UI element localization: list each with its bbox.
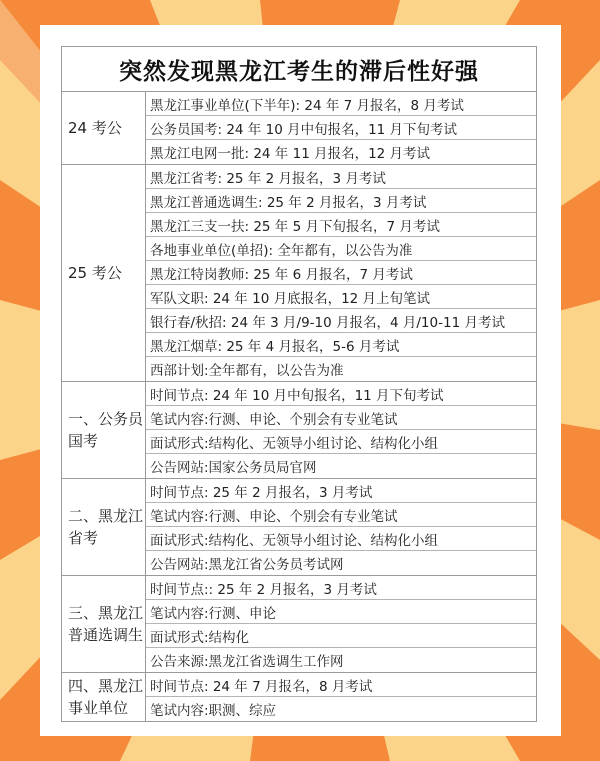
table-row: 黑龙江普通选调生: 25 年 2 月报名，3 月考试 [146, 189, 536, 213]
table-group [62, 165, 536, 382]
table-row: 军队文职: 24 年 10 月底报名，12 月上旬笔试 [146, 285, 536, 309]
group-rows [146, 673, 536, 721]
table-row: 黑龙江特岗教师: 25 年 6 月报名，7 月考试 [146, 261, 536, 285]
table-row: 黑龙江电网一批: 24 年 11 月报名，12 月考试 [150, 146, 431, 162]
table-row: 笔试内容:行测、申论 [146, 600, 536, 624]
group-rows [146, 576, 536, 672]
table-row: 面试形式:结构化、无领导小组讨论、结构化小组 [146, 430, 536, 454]
group-label: 三、黑龙江普通选调生 [62, 576, 146, 672]
table-row: 时间节点: 24 年 7 月报名，8 月考试 [146, 673, 536, 697]
table-row: 各地事业单位(单招): 全年都有，以公告为准 [146, 237, 536, 261]
group-rows [146, 92, 536, 164]
table-row: 黑龙江事业单位(下半年): 24 年 7 月报名，8 月考试 [146, 92, 536, 116]
group-label: 25 考公 [62, 165, 146, 381]
table-row: 公告来源:黑龙江省选调生工作网 [150, 654, 344, 670]
table-row: 时间节点: 25 年 2 月报名，3 月考试 [146, 479, 536, 503]
group-label: 一、公务员国考 [62, 382, 146, 478]
table-row: 面试形式:结构化、无领导小组讨论、结构化小组 [146, 527, 536, 551]
table-row: 公告网站:黑龙江省公务员考试网 [150, 557, 344, 573]
group-rows [146, 382, 536, 478]
table-row: 笔试内容:行测、申论、个别会有专业笔试 [146, 406, 536, 430]
table-row: 面试形式:结构化 [146, 624, 536, 648]
table-group [62, 479, 536, 576]
table-group [62, 92, 536, 165]
table-row: 黑龙江三支一扶: 25 年 5 月下旬报名，7 月考试 [146, 213, 536, 237]
table-row: 黑龙江烟草: 25 年 4 月报名，5-6 月考试 [146, 333, 536, 357]
table-row: 时间节点:: 25 年 2 月报名，3 月考试 [146, 576, 536, 600]
info-table [61, 46, 537, 722]
table-row: 时间节点: 24 年 10 月中旬报名，11 月下旬考试 [146, 382, 536, 406]
group-rows [146, 165, 536, 381]
table-row: 银行春/秋招: 24 年 3 月/9-10 月报名，4 月/10-11 月考试 [146, 309, 536, 333]
table-row: 笔试内容:行测、申论、个别会有专业笔试 [146, 503, 536, 527]
table-row: 公务员国考: 24 年 10 月中旬报名，11 月下旬考试 [146, 116, 536, 140]
table-body [62, 92, 536, 721]
table-group [62, 576, 536, 673]
group-label: 四、黑龙江事业单位 [62, 673, 146, 721]
group-label: 24 考公 [62, 92, 146, 164]
table-row: 笔试内容:职测、综应 [150, 703, 277, 719]
table-row: 西部计划:全年都有，以公告为准 [150, 363, 344, 379]
table-title: 突然发现黑龙江考生的滞后性好强 [62, 47, 536, 92]
group-label: 二、黑龙江省考 [62, 479, 146, 575]
table-group [62, 673, 536, 721]
table-group [62, 382, 536, 479]
table-row: 公告网站:国家公务员局官网 [150, 460, 317, 476]
table-row: 黑龙江省考: 25 年 2 月报名，3 月考试 [146, 165, 536, 189]
group-rows [146, 479, 536, 575]
